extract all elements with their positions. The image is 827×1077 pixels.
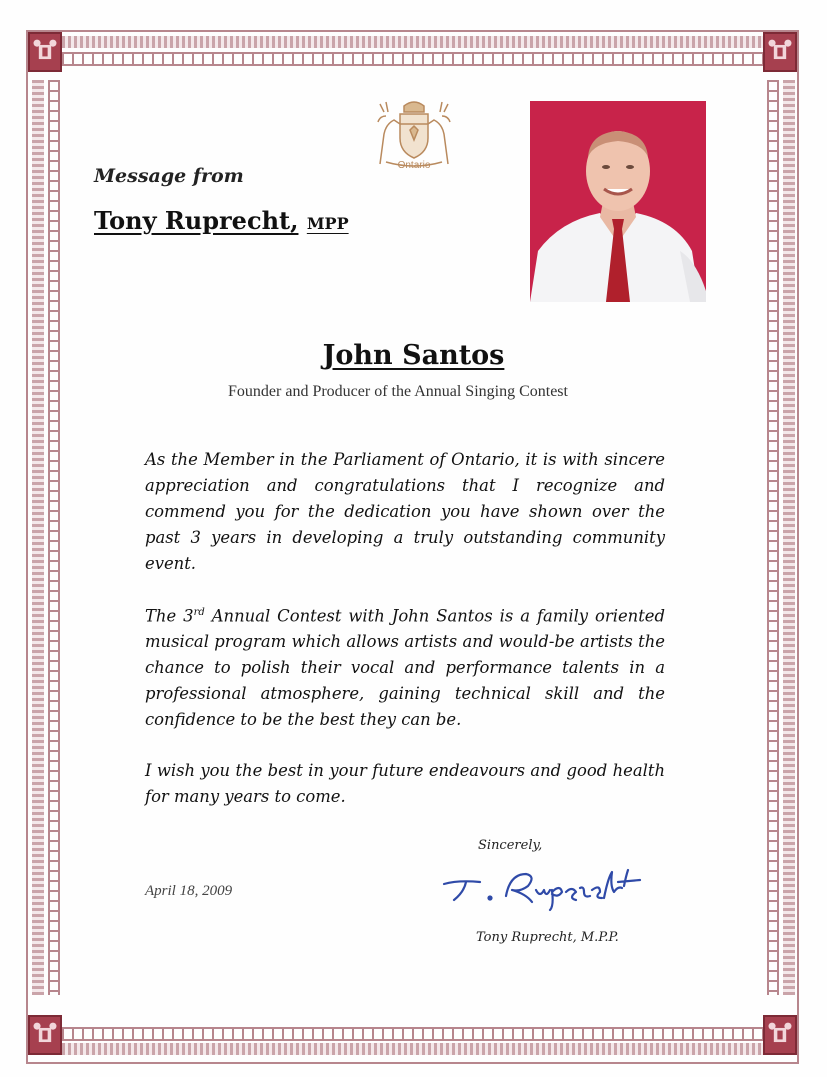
sender-line bbox=[94, 206, 349, 235]
corner-crest-icon bbox=[28, 1015, 62, 1055]
border-pattern-bottom bbox=[62, 1027, 765, 1041]
handwritten-signature bbox=[440, 862, 650, 912]
border-band-top bbox=[62, 36, 765, 48]
sender-name: Tony Ruprecht, bbox=[94, 206, 299, 235]
body-paragraph-1: As the Member in the Parliament of Ontario, it is with sincere appreciation and congratulations that I recognize and commend you for the dedication you have shown over the past 3 years in developing a truly outstanding community event. bbox=[145, 450, 665, 573]
portrait-photo bbox=[530, 101, 706, 302]
p2-lead: The 3 bbox=[145, 606, 194, 626]
border-pattern-top bbox=[62, 52, 765, 66]
recipient-title: Founder and Producer of the Annual Singing Contest bbox=[228, 383, 568, 400]
p2-rest: Annual Contest with John Santos is a family oriented musical program which allows artists and would-be artists the chance to polish their vocal and performance talents in a professional atmosphere, gaining technical skill and the confidence to be the best they can be. bbox=[145, 606, 665, 730]
p2-ordinal-suffix: rd bbox=[193, 607, 205, 618]
crest-caption: Ontario bbox=[397, 160, 431, 171]
border-band-left bbox=[32, 80, 44, 995]
corner-crest-icon bbox=[763, 1015, 797, 1055]
border-band-right bbox=[783, 80, 795, 995]
message-from-label: Message from bbox=[94, 165, 244, 187]
closing-salutation: Sincerely, bbox=[478, 838, 543, 853]
corner-crest-icon bbox=[763, 32, 797, 72]
sender-suffix: MPP bbox=[306, 214, 349, 233]
signatory-name: Tony Ruprecht, M.P.P. bbox=[476, 930, 619, 945]
recipient-name-line bbox=[0, 340, 827, 371]
body-paragraph-3: I wish you the best in your future endeavours and good health for many years to come. bbox=[145, 761, 665, 806]
letter-date: April 18, 2009 bbox=[145, 883, 233, 899]
recipient-name: John Santos bbox=[322, 340, 505, 371]
border-band-bottom bbox=[62, 1043, 765, 1055]
body-paragraph-2 bbox=[145, 600, 665, 733]
border-pattern-right bbox=[767, 80, 779, 995]
border-pattern-left bbox=[48, 80, 60, 995]
corner-crest-icon bbox=[28, 32, 62, 72]
